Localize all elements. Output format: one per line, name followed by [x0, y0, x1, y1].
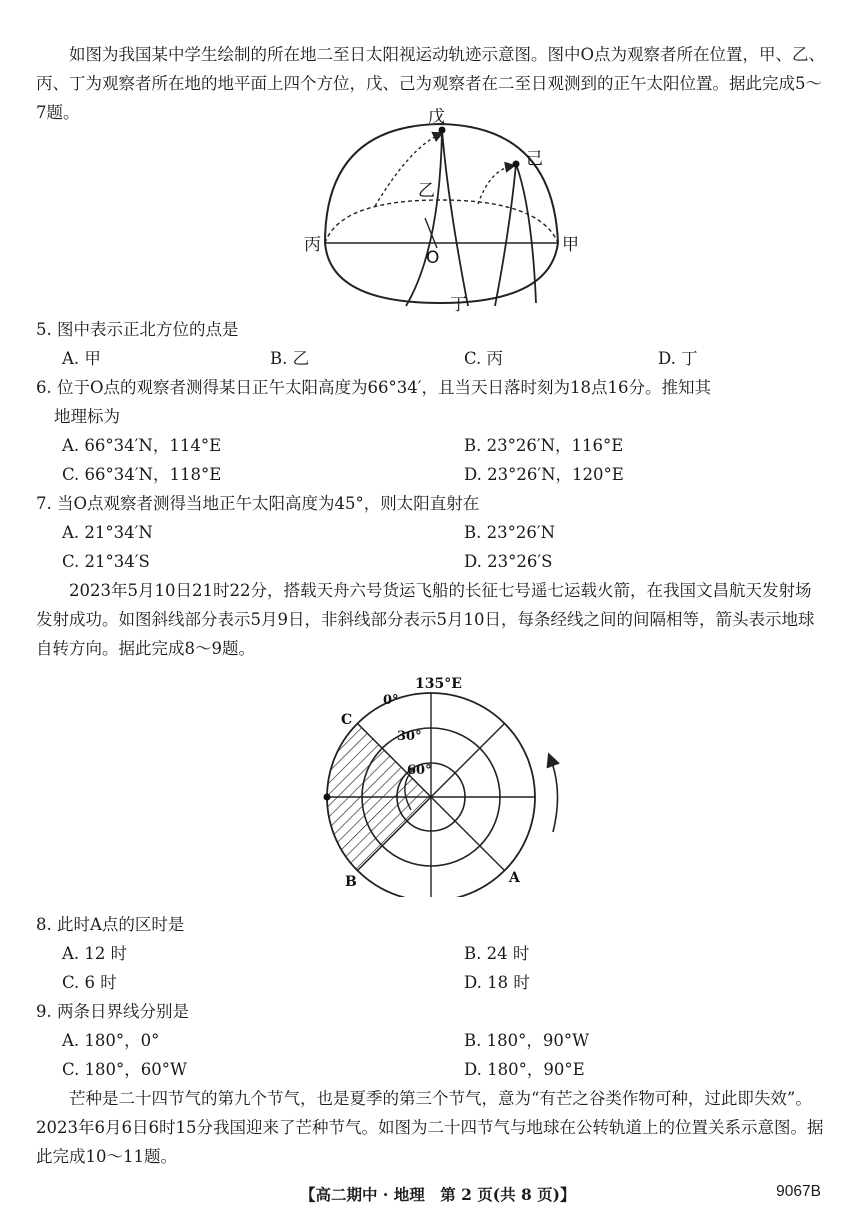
- q6-stem-line2: 地理标为: [54, 407, 120, 426]
- q8-option-b[interactable]: B. 24 时: [464, 944, 530, 963]
- label-b: B: [345, 874, 357, 890]
- question-9-options-row2: [62, 1055, 822, 1084]
- footer-paper-code: 9067B: [776, 1183, 821, 1200]
- question-7-stem: 7. 当O点观察者测得当地正午太阳高度为45°，则太阳直射在: [36, 494, 480, 513]
- question-6-options-row1: [62, 431, 822, 460]
- q7-option-d[interactable]: D. 23°26′S: [464, 552, 553, 571]
- horizon-front: [325, 243, 558, 303]
- label-ji: 己: [526, 149, 543, 169]
- label-wu: 戊: [428, 108, 445, 127]
- q6-option-c[interactable]: C. 66°34′N，118°E: [62, 465, 222, 484]
- label-a: A: [509, 870, 520, 886]
- q5-option-b[interactable]: B. 乙: [270, 349, 310, 368]
- left-point-marker: [324, 794, 331, 801]
- q7-option-a[interactable]: A. 21°34′N: [62, 523, 153, 542]
- q9-option-b[interactable]: B. 180°，90°W: [464, 1031, 590, 1050]
- q7-option-c[interactable]: C. 21°34′S: [62, 552, 150, 571]
- question-9-stem: 9. 两条日界线分别是: [36, 1002, 189, 1021]
- q5-option-a[interactable]: A. 甲: [62, 349, 101, 368]
- question-8-stem: 8. 此时A点的区时是: [36, 915, 185, 934]
- q5-option-c[interactable]: C. 丙: [464, 349, 504, 368]
- q7-option-b[interactable]: B. 23°26′N: [464, 523, 556, 542]
- footer-page-info: 【高二期中 · 地理 第 2 页(共 8 页)】: [300, 1185, 576, 1204]
- label-bing: 丙: [304, 235, 321, 255]
- question-8-options-row1: [62, 939, 822, 968]
- q6-option-a[interactable]: A. 66°34′N，114°E: [62, 436, 222, 455]
- q8-option-d[interactable]: D. 18 时: [464, 973, 530, 992]
- intro-paragraph-1: 如图为我国某中学生绘制的所在地二至日太阳视运动轨迹示意图。图中O点为观察者所在位置，甲、乙、丙、丁为观察者所在地的地平面上四个方位，戊、己为观察者在二至日观测到的正午太阳位置。据此完成5～7题。: [36, 45, 826, 122]
- winter-sun-path: [495, 164, 516, 306]
- q6-option-b[interactable]: B. 23°26′N，116°E: [464, 436, 624, 455]
- horizon-back: [325, 200, 558, 243]
- label-o: O: [426, 248, 440, 268]
- label-lat-0: 0°: [383, 693, 399, 708]
- question-9-options-row1: [62, 1026, 822, 1055]
- question-7-options-row2: [62, 547, 822, 576]
- q9-option-c[interactable]: C. 180°，60°W: [62, 1060, 187, 1079]
- q6-option-d[interactable]: D. 23°26′N，120°E: [464, 465, 624, 484]
- label-c: C: [341, 712, 353, 728]
- polar-date-diagram: [315, 672, 575, 897]
- q9-option-a[interactable]: A. 180°，0°: [62, 1031, 160, 1050]
- label-135e: 135°E: [415, 676, 462, 692]
- summer-sun-path-2: [442, 130, 468, 306]
- sun-path-diagram: [300, 108, 590, 313]
- label-lat-30: 30°: [397, 729, 422, 744]
- label-yi: 乙: [418, 181, 435, 201]
- label-lat-60: 60°: [407, 763, 432, 778]
- question-6-stem: [36, 373, 826, 431]
- question-5-stem: 5. 图中表示正北方位的点是: [36, 320, 239, 339]
- intro-paragraph-3: 芒种是二十四节气的第九个节气，也是夏季的第三个节气，意为“有芒之谷类作物可种，过此即失效”。2023年6月6日6时15分我国迎来了芒种节气。如图为二十四节气与地球在公转轨道上的位置关系示意图。据此完成10～11题。: [36, 1089, 824, 1166]
- q5-option-d[interactable]: D. 丁: [658, 349, 698, 368]
- winter-dotted-arc: [478, 166, 512, 204]
- rotation-direction-arrow: [551, 760, 558, 832]
- q9-option-d[interactable]: D. 180°，90°E: [464, 1060, 585, 1079]
- label-jia: 甲: [562, 235, 579, 255]
- question-7-options-row1: [62, 518, 822, 547]
- question-8-options-row2: [62, 968, 822, 997]
- question-5-options: [62, 344, 822, 373]
- intro-paragraph-2: 2023年5月10日21时22分，搭载天舟六号货运飞船的长征七号遥七运载火箭，在我国文昌航天发射场发射成功。如图斜线部分表示5月9日，非斜线部分表示5月10日，每条经线之间的间隔相等，箭头表示地球自转方向。据此完成8～9题。: [36, 581, 815, 658]
- sun-position-ji: [513, 161, 520, 168]
- label-ding: 丁: [450, 295, 467, 313]
- q8-option-a[interactable]: A. 12 时: [62, 944, 128, 963]
- q8-option-c[interactable]: C. 6 时: [62, 973, 117, 992]
- sun-position-wu: [439, 127, 446, 134]
- question-6-options-row2: [62, 460, 822, 489]
- q6-stem-line1: 6. 位于O点的观察者测得某日正午太阳高度为66°34′，且当天日落时刻为18点16分。推知其: [36, 378, 711, 397]
